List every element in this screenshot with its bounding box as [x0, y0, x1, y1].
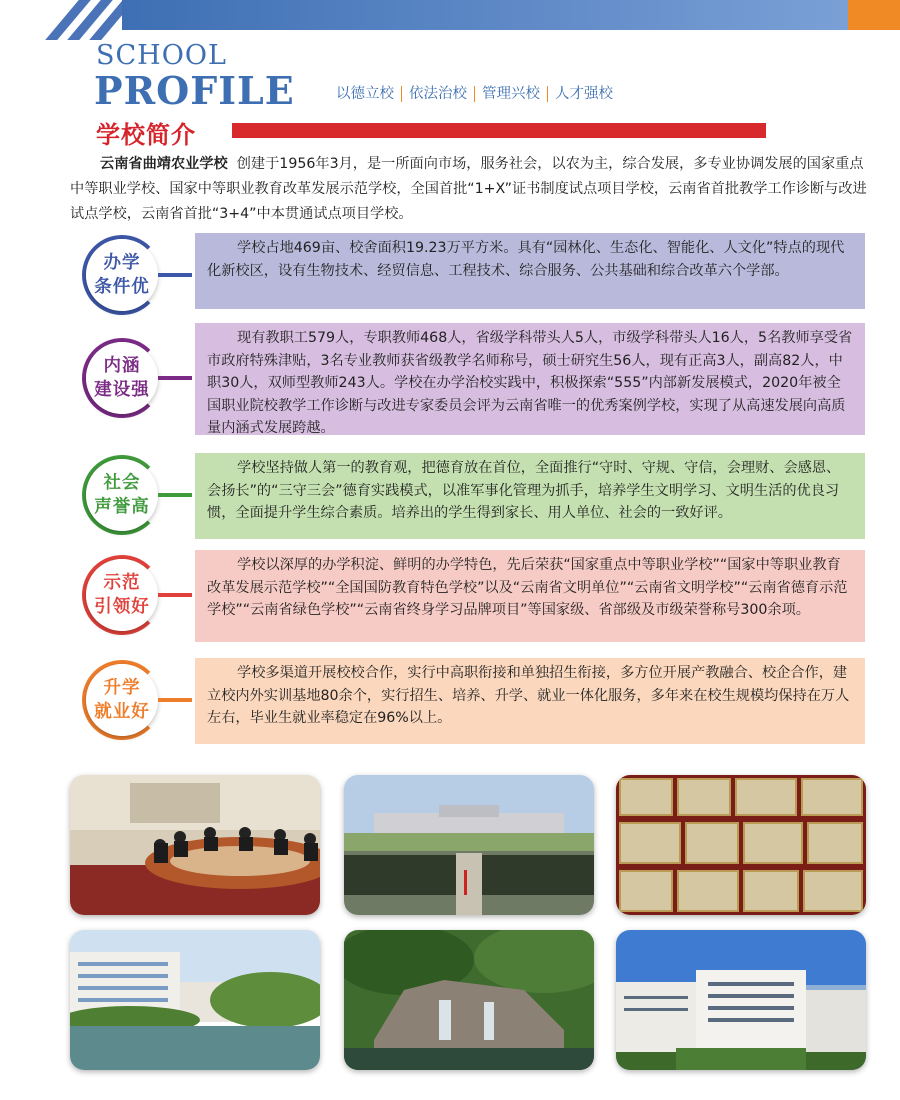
- badge-label-line2: 引领好: [94, 597, 150, 617]
- feature-row: [78, 550, 868, 642]
- badge-label-line2: 条件优: [94, 277, 150, 297]
- banner-stripes: [0, 0, 130, 30]
- feature-badge: [78, 233, 190, 319]
- intro-paragraph: [70, 152, 870, 227]
- title-underline-bar: [232, 123, 766, 138]
- top-banner: [0, 0, 900, 30]
- badge-label-line1: 内涵: [103, 356, 141, 376]
- intro-text: 创建于1956年3月，是一所面向市场，服务社会，以农为主，综合发展，多专业协调发展的国家重点中等职业学校、国家中等职业教育改革发展示范学校，全国首批“1+X”证书制度试点项目学校，云南省首批教学工作诊断与改进试点学校，云南省首批“3+4”中本贯通试点项目学校。: [70, 156, 867, 222]
- photo-honor-plaques: [616, 775, 866, 915]
- feature-row: [78, 323, 868, 435]
- photo-meeting-room: [70, 775, 320, 915]
- badge-label-line1: 升学: [103, 678, 141, 698]
- section-title: 学校简介: [96, 121, 196, 149]
- badge-label: [86, 354, 158, 402]
- feature-row: [78, 453, 868, 539]
- feature-text-box: 学校占地469亩、校舍面积19.23万平方米。具有“园林化、生态化、智能化、人文化”特点的现代化新校区，设有生物技术、经贸信息、工程技术、综合服务、公共基础和综合改革六个学部。: [195, 233, 865, 309]
- badge-label: [86, 571, 158, 619]
- badge-label-line2: 建设强: [94, 380, 150, 400]
- badge-label: [86, 251, 158, 299]
- photo-parade-ground: [344, 775, 594, 915]
- badge-connector: [158, 698, 192, 702]
- badge-connector: [158, 376, 192, 380]
- badge-connector: [158, 493, 192, 497]
- feature-row: [78, 233, 868, 309]
- feature-text-box: 学校以深厚的办学积淀、鲜明的办学特色，先后荣获“国家重点中等职业学校”“国家中等职业教育改革发展示范学校”“全国国防教育特色学校”以及“云南省文明单位”“云南省文明学校”“云南省德育示范学校”“云南省绿色学校”“云南省终身学习品牌项目”等国家级、省部级及市级荣誉称号300余项。: [195, 550, 865, 642]
- school-name: 云南省曲靖农业学校: [100, 156, 228, 172]
- badge-label: [86, 471, 158, 519]
- motto-list: [336, 86, 620, 102]
- feature-badge: [78, 453, 190, 539]
- badge-label: [86, 676, 158, 724]
- feature-row: [78, 658, 868, 744]
- badge-label-line2: 就业好: [94, 702, 150, 722]
- photo-rock-garden: [344, 930, 594, 1070]
- feature-badge: [78, 553, 190, 639]
- school-heading: SCHOOL: [96, 40, 227, 71]
- photo-campus-lake: [70, 930, 320, 1070]
- badge-label-line1: 社会: [103, 473, 141, 493]
- photo-teaching-building: [616, 930, 866, 1070]
- feature-badge: [78, 658, 190, 744]
- feature-text-box: 学校多渠道开展校校合作，实行中高职衔接和单独招生衔接，多方位开展产教融合、校企合作，建立校内外实训基地80余个，实行招生、培养、升学、就业一体化服务，多年来在校生规模均保持在万人左右，毕业生就业率稳定在96%以上。: [195, 658, 865, 744]
- banner-bar: [122, 0, 848, 30]
- badge-label-line1: 办学: [103, 253, 141, 273]
- feature-text-box: 学校坚持做人第一的教育观，把德育放在首位，全面推行“守时、守规、守信，会理财、会感恩、会扬长”的“三守三会”德育实践模式，以准军事化管理为抓手，培养学生文明学习、文明生活的优良习惯，全面提升学生综合素质。培养出的学生得到家长、用人单位、社会的一致好评。: [195, 453, 865, 539]
- motto-item: 人才强校: [547, 86, 620, 102]
- feature-badge: [78, 336, 190, 422]
- motto-item: 依法治校: [401, 86, 474, 102]
- feature-text-box: 现有教职工579人，专职教师468人，省级学科带头人5人，市级学科带头人16人，5名教师享受省市政府特殊津贴，3名专业教师获省级教学名师称号，硕士研究生56人，现有正高3人，副高82人，中职30人，双师型教师243人。学校在办学治校实践中，积极探索“555”内部新发展模式，2020年被全国职业院校教学工作诊断与改进专家委员会评为云南省唯一的优秀案例学校，实现了从高速发展向高质量内涵式发展跨越。: [195, 323, 865, 435]
- badge-label-line2: 声誉高: [94, 497, 150, 517]
- badge-connector: [158, 593, 192, 597]
- motto-item: 以德立校: [336, 86, 394, 102]
- motto-item: 管理兴校: [474, 86, 547, 102]
- badge-connector: [158, 273, 192, 277]
- badge-label-line1: 示范: [103, 573, 141, 593]
- profile-heading: PROFILE: [94, 68, 295, 113]
- banner-orange-block: [848, 0, 900, 30]
